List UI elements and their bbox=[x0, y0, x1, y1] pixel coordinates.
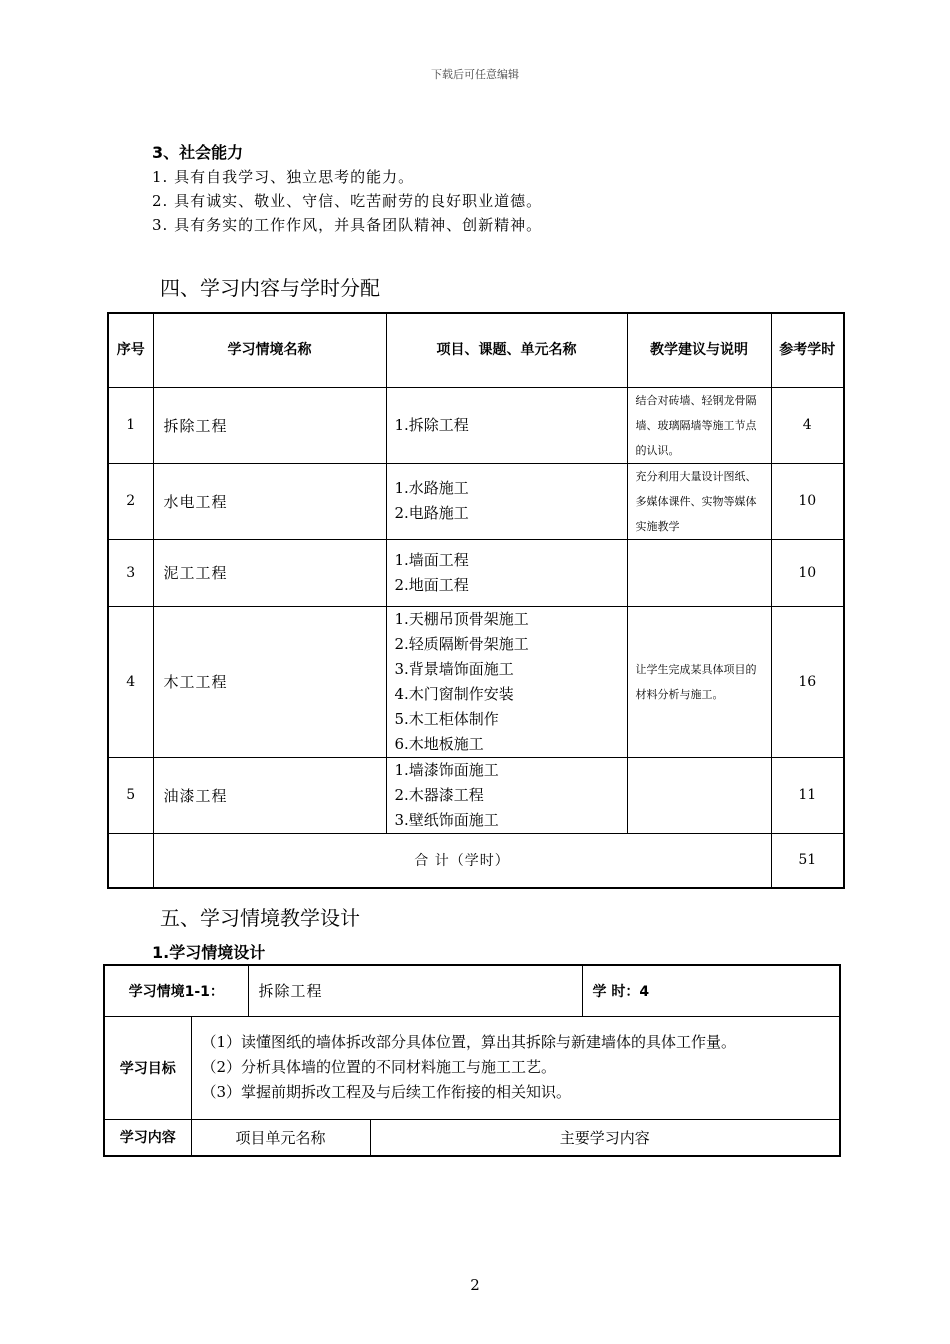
section-title-content-hours: 四、学习内容与学时分配 bbox=[160, 276, 380, 300]
row-note: 充分利用大量设计图纸、多媒体课件、实物等媒体实施教学 bbox=[627, 463, 771, 539]
section-title-social-ability: 3、社会能力 bbox=[152, 143, 244, 162]
row-no: 2 bbox=[108, 463, 153, 539]
row-hours: 16 bbox=[771, 606, 844, 757]
table-row bbox=[108, 606, 844, 757]
goal-item: （1）读懂图纸的墙体拆改部分具体位置，算出其拆除与新建墙体的具体工作量。 bbox=[201, 1033, 737, 1051]
row-no: 4 bbox=[108, 606, 153, 757]
unit-name-column: 项目单元名称 bbox=[191, 1119, 370, 1156]
row-no: 5 bbox=[108, 757, 153, 833]
goal-item: （2）分析具体墙的位置的不同材料施工与施工工艺。 bbox=[201, 1058, 557, 1076]
header-no: 序号 bbox=[108, 313, 153, 387]
table-row bbox=[108, 463, 844, 539]
table-row bbox=[108, 387, 844, 463]
row-items: 1.墙面工程 2.地面工程 bbox=[386, 539, 627, 606]
row-items: 1.墙漆饰面施工 2.木器漆工程 3.壁纸饰面施工 bbox=[386, 757, 627, 833]
situation-row bbox=[104, 965, 840, 1016]
row-note: 让学生完成某具体项目的材料分析与施工。 bbox=[627, 606, 771, 757]
goal-item: （3）掌握前期拆改工程及与后续工作衔接的相关知识。 bbox=[201, 1083, 572, 1101]
row-note bbox=[627, 757, 771, 833]
row-name: 泥工工程 bbox=[153, 539, 386, 606]
table-header-row bbox=[108, 313, 844, 387]
row-items: 1.天棚吊顶骨架施工 2.轻质隔断骨架施工 3.背景墙饰面施工 4.木门窗制作安装 5.木工柜体制作 6.木地板施工 bbox=[386, 606, 627, 757]
row-name: 拆除工程 bbox=[153, 387, 386, 463]
page-number: 2 bbox=[470, 1276, 480, 1294]
hours-label: 学 时：4 bbox=[582, 965, 840, 1016]
row-hours: 11 bbox=[771, 757, 844, 833]
row-hours: 10 bbox=[771, 463, 844, 539]
row-items: 1.拆除工程 bbox=[386, 387, 627, 463]
goal-label: 学习目标 bbox=[104, 1016, 191, 1119]
goal-row bbox=[104, 1016, 840, 1119]
table-row bbox=[108, 539, 844, 606]
table-row bbox=[108, 757, 844, 833]
subsection-title-situation-design: 1.学习情境设计 bbox=[152, 943, 266, 962]
goal-list bbox=[191, 1016, 840, 1119]
row-items: 1.水路施工 2.电路施工 bbox=[386, 463, 627, 539]
table-total-row bbox=[108, 833, 844, 888]
row-note bbox=[627, 539, 771, 606]
section-title-design: 五、学习情境教学设计 bbox=[160, 906, 360, 930]
total-value: 51 bbox=[771, 833, 844, 888]
row-note: 结合对砖墙、轻钢龙骨隔墙、玻璃隔墙等施工节点的认识。 bbox=[627, 387, 771, 463]
row-name: 水电工程 bbox=[153, 463, 386, 539]
ability-item: 2. 具有诚实、敬业、守信、吃苦耐劳的良好职业道德。 bbox=[152, 192, 543, 210]
header-project-name: 项目、课题、单元名称 bbox=[386, 313, 627, 387]
row-hours: 4 bbox=[771, 387, 844, 463]
main-content-column: 主要学习内容 bbox=[370, 1119, 840, 1156]
header-teaching-advice: 教学建议与说明 bbox=[627, 313, 771, 387]
content-label: 学习内容 bbox=[104, 1119, 191, 1156]
row-hours: 10 bbox=[771, 539, 844, 606]
ability-item: 1. 具有自我学习、独立思考的能力。 bbox=[152, 168, 415, 186]
situation-design-table bbox=[103, 964, 841, 1157]
ability-item: 3. 具有务实的工作作风，并具备团队精神、创新精神。 bbox=[152, 216, 543, 234]
hours-allocation-table bbox=[107, 312, 845, 889]
total-empty-cell bbox=[108, 833, 153, 888]
situation-label: 学习情境1-1： bbox=[104, 965, 248, 1016]
header-ref-hours: 参考学时 bbox=[771, 313, 844, 387]
row-no: 1 bbox=[108, 387, 153, 463]
total-label: 合 计（学时） bbox=[153, 833, 771, 888]
row-no: 3 bbox=[108, 539, 153, 606]
situation-value: 拆除工程 bbox=[248, 965, 582, 1016]
row-name: 油漆工程 bbox=[153, 757, 386, 833]
content-row bbox=[104, 1119, 840, 1156]
header-situation-name: 学习情境名称 bbox=[153, 313, 386, 387]
header-note: 下载后可任意编辑 bbox=[431, 68, 519, 81]
row-name: 木工工程 bbox=[153, 606, 386, 757]
